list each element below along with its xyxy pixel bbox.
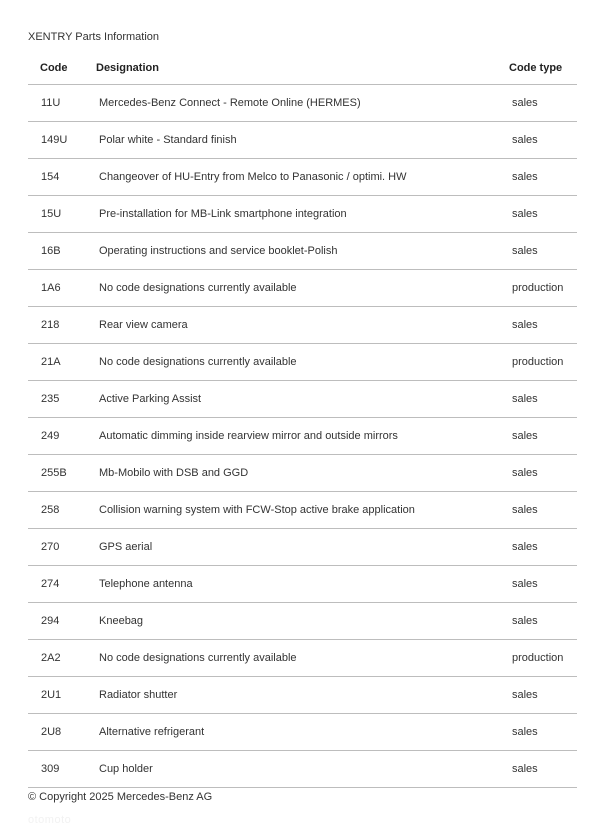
- cell-designation: Mb-Mobilo with DSB and GGD: [96, 455, 509, 492]
- cell-code: 258: [28, 492, 96, 529]
- document-title: XENTRY Parts Information: [28, 31, 160, 43]
- cell-designation: Changeover of HU-Entry from Melco to Panasonic / optimi. HW: [96, 159, 509, 196]
- cell-code: 294: [28, 603, 96, 640]
- table-row: [28, 529, 577, 566]
- watermark-logo: otomoto: [28, 814, 72, 826]
- cell-designation: Automatic dimming inside rearview mirror and outside mirrors: [96, 418, 509, 455]
- table-row: [28, 677, 577, 714]
- cell-code: 1A6: [28, 270, 96, 307]
- cell-code-type: sales: [509, 492, 577, 529]
- table-row: [28, 233, 577, 270]
- cell-code: 2U1: [28, 677, 96, 714]
- cell-code: 15U: [28, 196, 96, 233]
- table-row: [28, 344, 577, 381]
- cell-code-type: sales: [509, 714, 577, 751]
- cell-designation: Mercedes-Benz Connect - Remote Online (HERMES): [96, 85, 509, 122]
- cell-designation: Polar white - Standard finish: [96, 122, 509, 159]
- cell-code: 16B: [28, 233, 96, 270]
- cell-code-type: production: [509, 344, 577, 381]
- cell-code-type: sales: [509, 381, 577, 418]
- table-row: [28, 381, 577, 418]
- cell-code: 218: [28, 307, 96, 344]
- table-row: [28, 85, 577, 122]
- cell-code-type: production: [509, 640, 577, 677]
- cell-designation: Pre-installation for MB-Link smartphone integration: [96, 196, 509, 233]
- table-row: [28, 455, 577, 492]
- cell-designation: Collision warning system with FCW-Stop active brake application: [96, 492, 509, 529]
- cell-designation: No code designations currently available: [96, 640, 509, 677]
- table-row: [28, 492, 577, 529]
- copyright-notice: © Copyright 2025 Mercedes-Benz AG: [28, 791, 213, 803]
- cell-code: 249: [28, 418, 96, 455]
- table-row: [28, 159, 577, 196]
- cell-code-type: sales: [509, 455, 577, 492]
- column-header-code-type: Code type: [509, 52, 577, 85]
- cell-code-type: sales: [509, 677, 577, 714]
- cell-designation: Alternative refrigerant: [96, 714, 509, 751]
- cell-designation: Rear view camera: [96, 307, 509, 344]
- table-row: [28, 270, 577, 307]
- table-row: [28, 418, 577, 455]
- column-header-code: Code: [28, 52, 96, 85]
- table-row: [28, 603, 577, 640]
- cell-code-type: sales: [509, 529, 577, 566]
- cell-code-type: sales: [509, 418, 577, 455]
- cell-designation: GPS aerial: [96, 529, 509, 566]
- cell-code: 21A: [28, 344, 96, 381]
- cell-designation: Operating instructions and service booklet-Polish: [96, 233, 509, 270]
- cell-designation: No code designations currently available: [96, 270, 509, 307]
- table-row: [28, 751, 577, 788]
- cell-code-type: sales: [509, 85, 577, 122]
- cell-designation: Telephone antenna: [96, 566, 509, 603]
- cell-designation: Active Parking Assist: [96, 381, 509, 418]
- table-row: [28, 714, 577, 751]
- cell-designation: Kneebag: [96, 603, 509, 640]
- cell-code: 235: [28, 381, 96, 418]
- cell-code: 270: [28, 529, 96, 566]
- cell-code: 274: [28, 566, 96, 603]
- cell-code: 2U8: [28, 714, 96, 751]
- table-row: [28, 640, 577, 677]
- table-row: [28, 196, 577, 233]
- cell-code-type: production: [509, 270, 577, 307]
- cell-designation: Radiator shutter: [96, 677, 509, 714]
- cell-code-type: sales: [509, 751, 577, 788]
- table-row: [28, 307, 577, 344]
- cell-code: 309: [28, 751, 96, 788]
- cell-code: 11U: [28, 85, 96, 122]
- parts-table-body: [28, 85, 577, 788]
- cell-code-type: sales: [509, 122, 577, 159]
- table-row: [28, 566, 577, 603]
- cell-code-type: sales: [509, 307, 577, 344]
- cell-designation: No code designations currently available: [96, 344, 509, 381]
- cell-designation: Cup holder: [96, 751, 509, 788]
- cell-code-type: sales: [509, 603, 577, 640]
- cell-code: 255B: [28, 455, 96, 492]
- parts-table: [28, 52, 577, 788]
- cell-code: 2A2: [28, 640, 96, 677]
- cell-code-type: sales: [509, 566, 577, 603]
- cell-code-type: sales: [509, 159, 577, 196]
- table-row: [28, 122, 577, 159]
- cell-code-type: sales: [509, 233, 577, 270]
- cell-code: 154: [28, 159, 96, 196]
- table-header-row: [28, 52, 577, 85]
- cell-code-type: sales: [509, 196, 577, 233]
- column-header-designation: Designation: [96, 52, 509, 85]
- cell-code: 149U: [28, 122, 96, 159]
